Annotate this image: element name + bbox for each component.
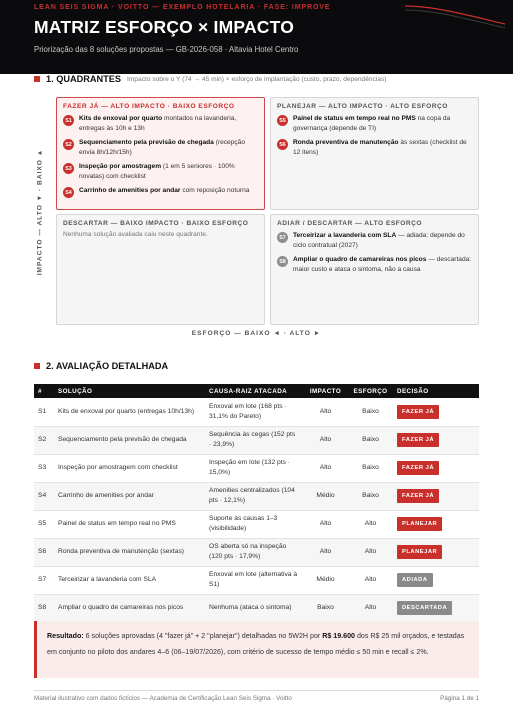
quadrant-do-now: [56, 97, 265, 210]
section-note: Impacto sobre o Y (74 → 45 min) × esforço de implantação (custo, prazo, dependências): [127, 75, 387, 83]
result-label: Resultado:: [47, 632, 84, 640]
quadrant-title: DESCARTAR — BAIXO IMPACTO · BAIXO ESFORÇO: [63, 220, 249, 227]
solution-badge: S2: [63, 139, 74, 150]
decision-badge: ADIADA: [397, 573, 433, 587]
section-detail-heading: [34, 361, 168, 371]
quadrant-empty-note: Nenhuma solução avaliada caiu neste quadrante.: [63, 231, 208, 238]
quadrant-title: PLANEJAR — ALTO IMPACTO · ALTO ESFORÇO: [277, 103, 448, 110]
section-title: 2. AVALIAÇÃO DETALHADA: [46, 361, 169, 371]
quadrant-item: S5 Painel de status em tempo real no PMS na copa da governança (depende de TI): [277, 114, 472, 134]
quadrant-discard: [56, 214, 265, 325]
quadrant-item: S1 Kits de enxoval por quarto montados na lavanderia, entregas às 10h e 13h: [63, 114, 258, 134]
result-amount: R$ 19.600: [322, 632, 355, 640]
table-row: S1 Kits de enxoval por quarto (entregas 10h/13h) Enxoval em lote (168 pts · 31,1% do Pareto) Alto Baixo FAZER JÁ: [34, 398, 479, 426]
col-decision: DECISÃO: [393, 384, 479, 398]
quadrant-item: S2 Sequenciamento pela previsão de chegada (recepção envia 8h/12h/15h): [63, 138, 258, 158]
result-callout: Resultado: 6 soluções aprovadas (4 "fazer já" + 2 "planejar") detalhadas no 5W2H por R$ 19.600 dos R$ 25 mil orçados, e testadas em conjunto no piloto dos andares 4–6 (06–19/07/2026), com critério de sucesso de tempo médio ≤ 50 min e recall ≤ 2%.: [34, 621, 479, 678]
decorative-curve-graphic: [393, 0, 513, 30]
table-row: S8 Ampliar o quadro de camareiras nos picos Nenhuma (ataca o sintoma) Baixo Alto DESCARTADA: [34, 594, 479, 622]
quadrant-item: S7 Terceirizar a lavanderia com SLA — adiada: depende do ciclo contratual (2027): [277, 231, 472, 251]
col-impact: IMPACTO: [303, 384, 348, 398]
evaluation-table: [34, 384, 479, 623]
table-row: S2 Sequenciamento pela previsão de chegada Sequência às cegas (152 pts · 23,9%) Alto Baixo FAZER JÁ: [34, 426, 479, 454]
footer-note: Material ilustrativo com dados fictícios — Academia de Certificação Lean Seis Sigma · Voitto: [34, 695, 292, 702]
table-row: S4 Carrinho de amenities por andar Amenities centralizados (104 pts · 12,1%) Médio Baixo FAZER JÁ: [34, 482, 479, 510]
decision-badge: PLANEJAR: [397, 517, 442, 531]
decision-badge: FAZER JÁ: [397, 405, 439, 419]
x-axis-label: ESFORÇO — BAIXO ◄ · ALTO ►: [191, 330, 322, 337]
solution-badge: S8: [277, 256, 288, 267]
col-solution: SOLUÇÃO: [54, 384, 205, 398]
header-kicker: LEAN SEIS SIGMA · VOITTO — EXEMPLO HOTELARIA · FASE: IMPROVE: [34, 4, 331, 11]
quadrant-postpone: [270, 214, 479, 325]
col-cause: CAUSA-RAIZ ATACADA: [205, 384, 303, 398]
decision-badge: FAZER JÁ: [397, 489, 439, 503]
page-number: Página 1 de 1: [440, 695, 479, 702]
page-subtitle: Priorização das 8 soluções propostas — GB-2026-058 · Altavia Hotel Centro: [34, 45, 299, 54]
y-axis-label: IMPACTO — ALTO ▼ · BAIXO ▲: [36, 148, 44, 276]
quadrant-plan: [270, 97, 479, 210]
solution-badge: S1: [63, 115, 74, 126]
section-title: 1. QUADRANTES: [46, 74, 122, 84]
decision-badge: DESCARTADA: [397, 601, 452, 615]
section-marker: [34, 363, 40, 369]
quadrant-item: S4 Carrinho de amenities por andar com reposição noturna: [63, 186, 258, 198]
col-id: #: [34, 384, 54, 398]
quadrant-item: S3 Inspeção por amostragem (1 em 5 seniores · 100% novatas) com checklist: [63, 162, 258, 182]
page-header: [0, 0, 513, 74]
table-row: S3 Inspeção por amostragem com checklist Inspeção em lote (132 pts · 15,0%) Alto Baixo FAZER JÁ: [34, 454, 479, 482]
solution-badge: S6: [277, 139, 288, 150]
solution-badge: S3: [63, 163, 74, 174]
solution-badge: S4: [63, 187, 74, 198]
col-effort: ESFORÇO: [348, 384, 393, 398]
table-row: S6 Ronda preventiva de manutenção (sextas) OS aberta só na inspeção (120 pts · 17,9%) Alto Alto PLANEJAR: [34, 538, 479, 566]
page-footer: [34, 690, 479, 702]
quadrant-title: FAZER JÁ — ALTO IMPACTO · BAIXO ESFORÇO: [63, 103, 235, 110]
solution-badge: S5: [277, 115, 288, 126]
table-header-row: [34, 384, 479, 398]
decision-badge: FAZER JÁ: [397, 433, 439, 447]
decision-badge: PLANEJAR: [397, 545, 442, 559]
quadrant-title: ADIAR / DESCARTAR — ALTO ESFORÇO: [277, 220, 423, 227]
page-title: MATRIZ ESFORÇO × IMPACTO: [34, 17, 295, 37]
section-marker: [34, 76, 40, 82]
decision-badge: FAZER JÁ: [397, 461, 439, 475]
table-row: S7 Terceirizar a lavanderia com SLA Enxoval em lote (alternativa à S1) Médio Alto ADIADA: [34, 566, 479, 594]
quadrant-item: S6 Ronda preventiva de manutenção às sextas (checklist de 12 itens): [277, 138, 472, 158]
solution-badge: S7: [277, 232, 288, 243]
quadrant-item: S8 Ampliar o quadro de camareiras nos picos — descartada: maior custo e ataca o sintoma, não a causa: [277, 255, 472, 275]
section-quadrants-heading: [34, 74, 386, 84]
table-row: S5 Painel de status em tempo real no PMS Suporte às causas 1–3 (visibilidade) Alto Alto PLANEJAR: [34, 510, 479, 538]
effort-impact-matrix: [56, 97, 479, 325]
